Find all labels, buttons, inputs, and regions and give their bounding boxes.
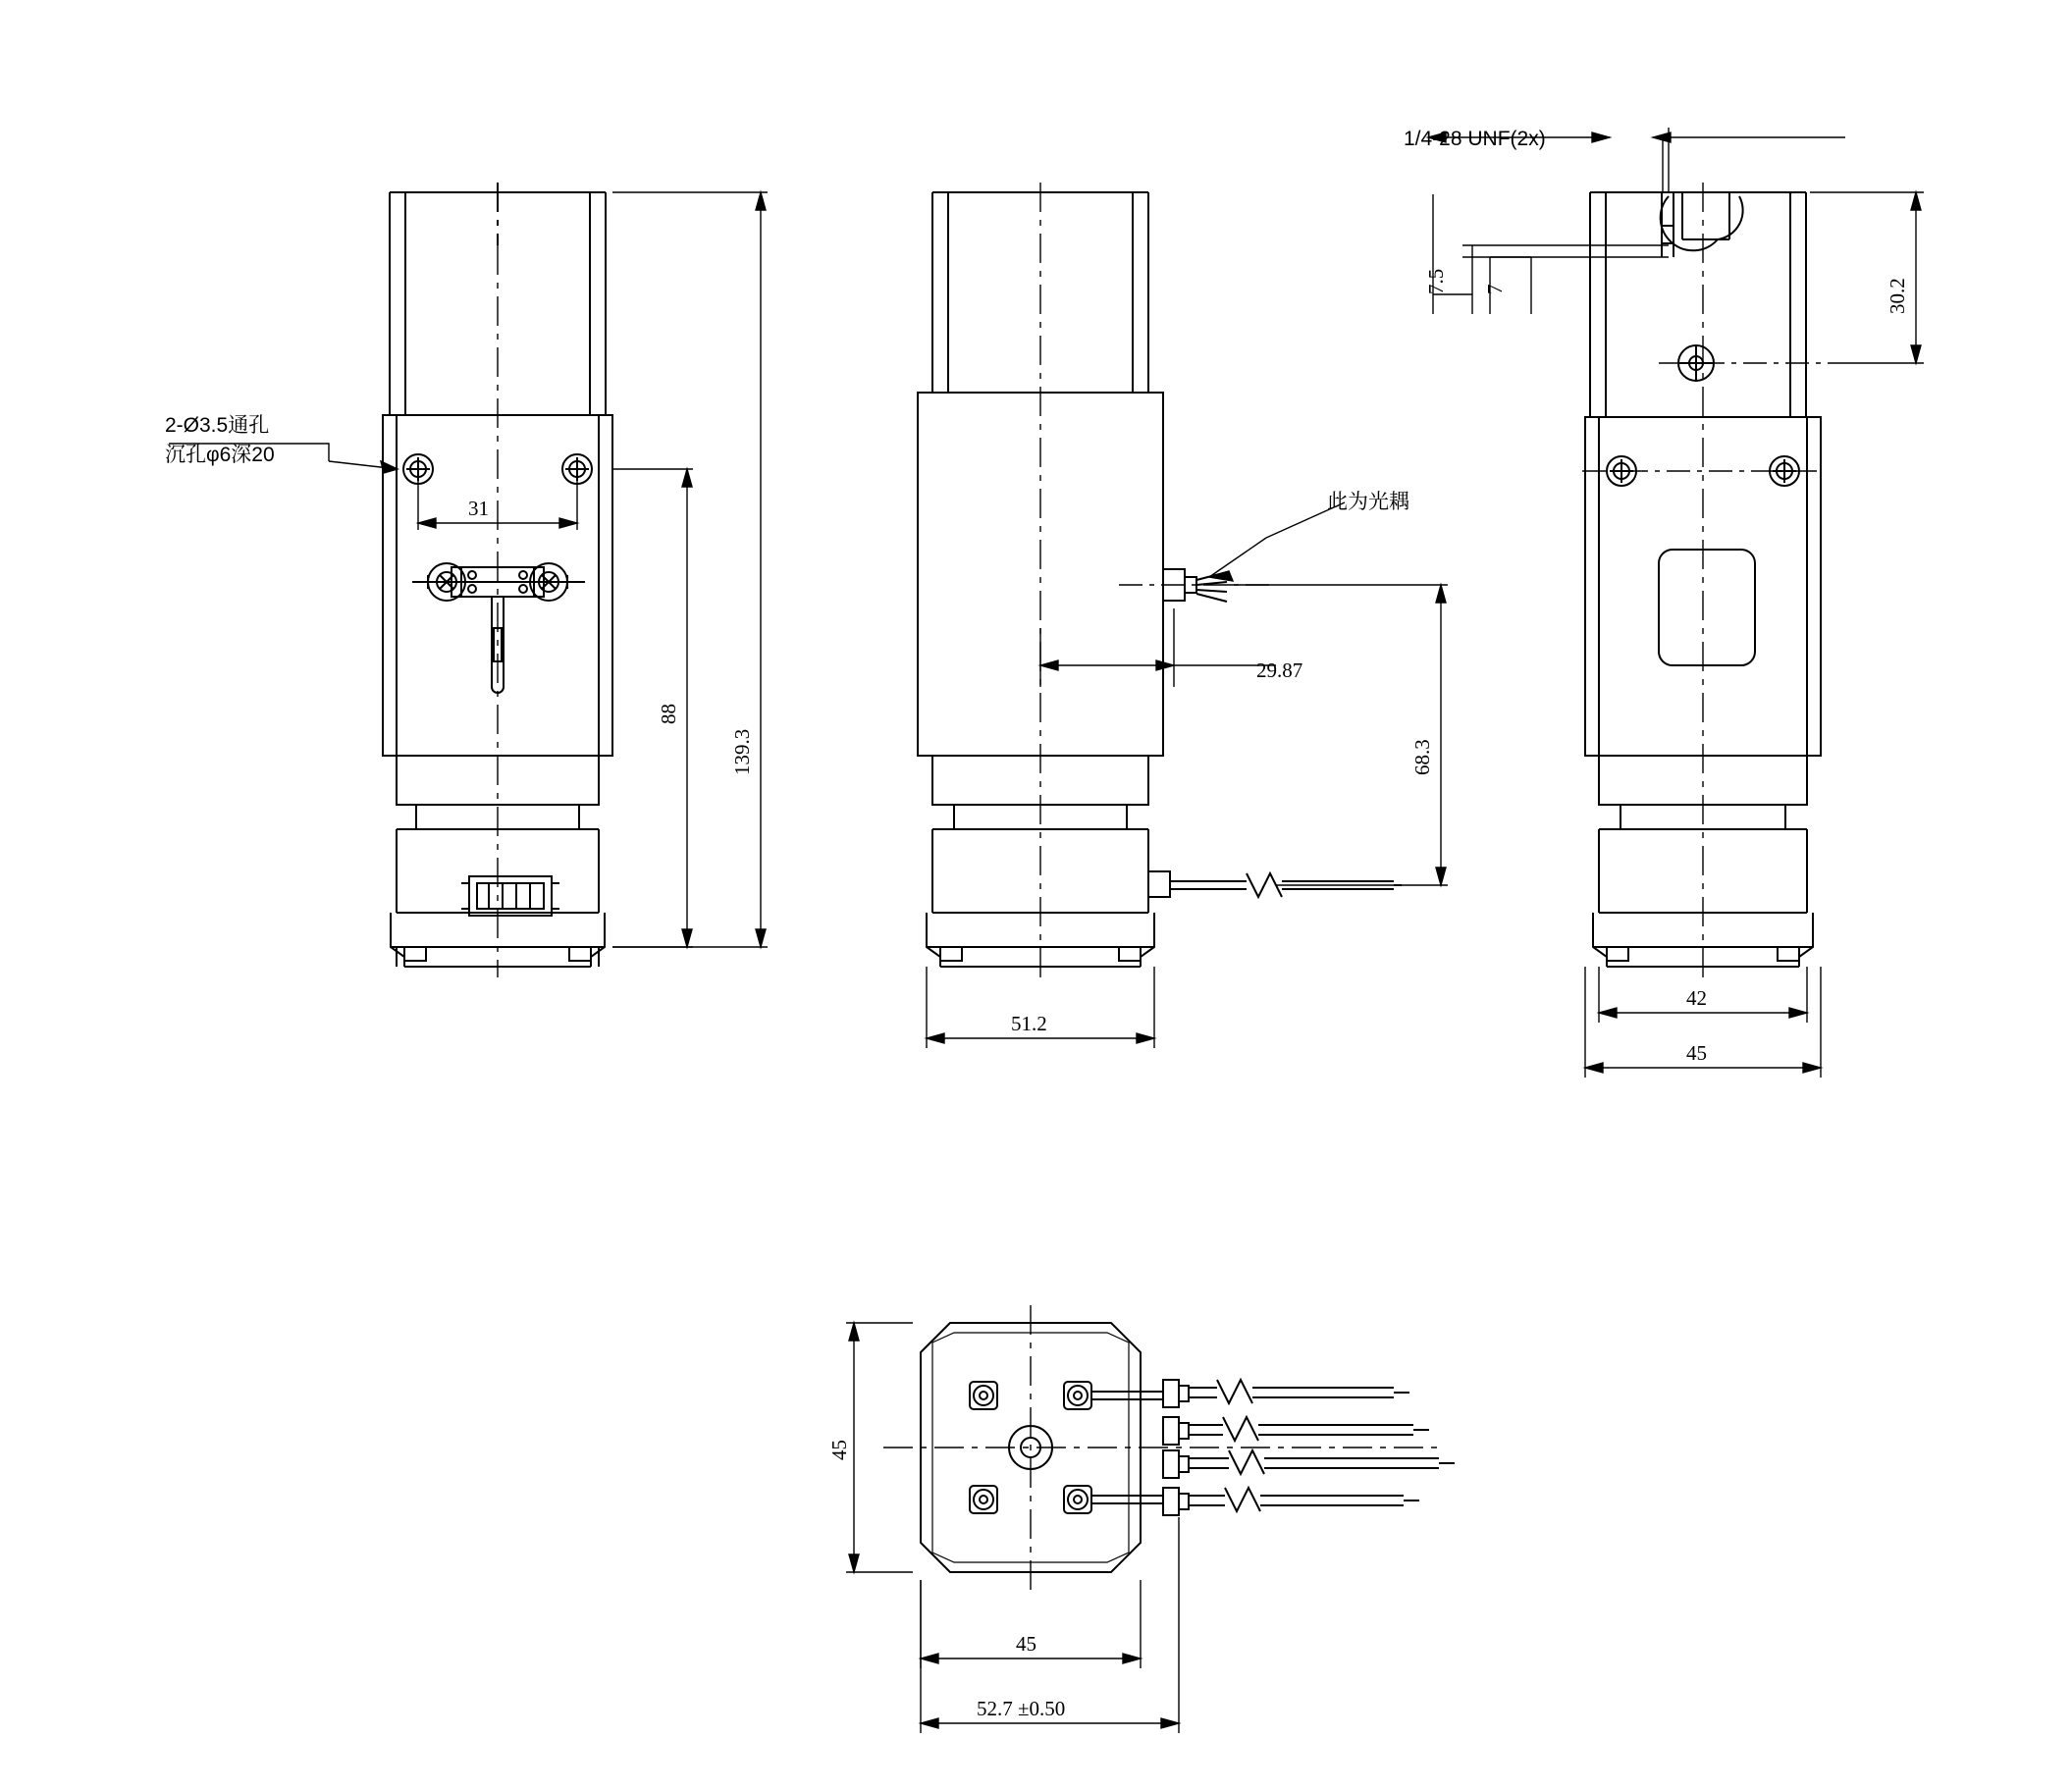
dim-7-5: 7.5 xyxy=(1424,268,1448,294)
rear-view-dimensions xyxy=(1428,128,1924,1078)
dim-7: 7 xyxy=(1483,284,1507,294)
dim-31: 31 xyxy=(468,497,489,520)
dim-51-2: 51.2 xyxy=(1011,1012,1047,1035)
dim-139-3: 139.3 xyxy=(730,728,754,775)
dim-42: 42 xyxy=(1686,986,1707,1010)
dim-68-3: 68.3 xyxy=(1410,739,1434,775)
dim-30-2: 30.2 xyxy=(1886,278,1909,314)
dim-29-87: 29.87 xyxy=(1256,658,1303,682)
optocoupler-note: 此为光耦 xyxy=(1327,491,1409,513)
front-view-dimensions xyxy=(169,192,768,947)
bottom-view-geometry xyxy=(883,1305,1455,1592)
dim-88: 88 xyxy=(657,704,680,724)
thread-note: 1/4-28 UNF(2x) xyxy=(1404,128,1546,150)
side-view-geometry xyxy=(918,183,1402,977)
dim-45-rear: 45 xyxy=(1686,1041,1707,1065)
dim-52-7: 52.7 ±0.50 xyxy=(977,1697,1066,1720)
hole-note-line2: 沉孔φ6深20 xyxy=(165,444,275,466)
hole-note-line1: 2-Ø3.5通孔 xyxy=(165,414,270,437)
dim-45-horizontal: 45 xyxy=(1016,1632,1036,1656)
rear-view-geometry xyxy=(1582,183,1845,977)
front-view-geometry xyxy=(383,183,612,977)
dim-45-vertical: 45 xyxy=(827,1440,851,1460)
